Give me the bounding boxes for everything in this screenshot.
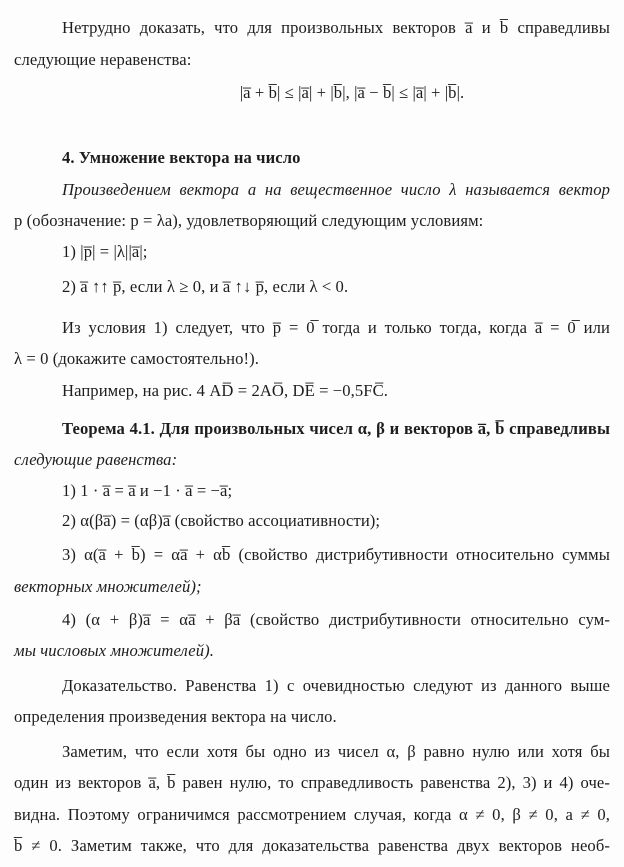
intro-line-2: следующие неравенства: (14, 50, 192, 69)
equality-4-line-1: 4) (α + β)a̅ = αa̅ + βa̅ (свойство дистрибутивности относительно сум- (62, 610, 610, 629)
consequence-line-2: λ = 0 (докажите самостоятельно!). (14, 349, 259, 368)
proof-line-3: Заметим, что если хотя бы одно из чисел α, β равно нулю или хотя бы (62, 742, 610, 761)
theorem-line-1: Теорема 4.1. Для произвольных чисел α, β и векторов a̅, b̅ справедливы (62, 419, 610, 438)
equality-3-line-1: 3) α(a̅ + b̅) = αa̅ + αb̅ (свойство дистрибутивности относительно суммы (62, 545, 610, 564)
proof-line-6: b̅ ≠ 0. Заметим также, что для доказательства равенства двух векторов необ- (14, 836, 610, 855)
definition-line-2: p (обозначение: p = λa), удовлетворяющий следующим условиям: (14, 211, 484, 230)
condition-1: 1) |p̅| = |λ||a̅|; (62, 242, 148, 261)
equality-4-line-2: мы числовых множителей). (14, 641, 215, 660)
proof-line-4: один из векторов a̅, b̅ равен нулю, то справедливость равенства 2), 3) и 4) оче- (14, 773, 610, 792)
intro-line-1: Нетрудно доказать, что для произвольных векторов a̅ и b̅ справедливы (62, 18, 610, 37)
proof-line-2: определения произведения вектора на число. (14, 707, 337, 726)
definition-line-1: Произведением вектора a на вещественное число λ называется вектор (62, 180, 610, 199)
proof-line-5: видна. Поэтому ограничимся рассмотрением случая, когда α ≠ 0, β ≠ 0, a ≠ 0, (14, 805, 610, 824)
consequence-line-1: Из условия 1) следует, что p̅ = 0̅ тогда и только тогда, когда a̅ = 0̅ или (62, 318, 610, 337)
equality-2: 2) α(βa̅) = (αβ)a̅ (свойство ассоциативности); (62, 511, 381, 530)
condition-2: 2) a̅ ↑↑ p̅, если λ ≥ 0, и a̅ ↑↓ p̅, если λ < 0. (62, 277, 349, 296)
example-line: Например, на рис. 4 AD̅ = 2AO̅, DE̅ = −0,5FC̅. (62, 381, 389, 400)
section-heading: 4. Умножение вектора на число (62, 148, 301, 167)
equality-3-line-2: векторных множителей); (14, 577, 202, 596)
inequality-formula: |a̅ + b̅| ≤ |a̅| + |b̅|, |a̅ − b̅| ≤ |a̅| + |b̅|. (239, 83, 465, 102)
theorem-line-2: следующие равенства: (14, 450, 178, 469)
equality-1: 1) 1 · a̅ = a̅ и −1 · a̅ = −a̅; (62, 481, 233, 500)
proof-line-1: Доказательство. Равенства 1) с очевидностью следуют из данного выше (62, 676, 610, 695)
